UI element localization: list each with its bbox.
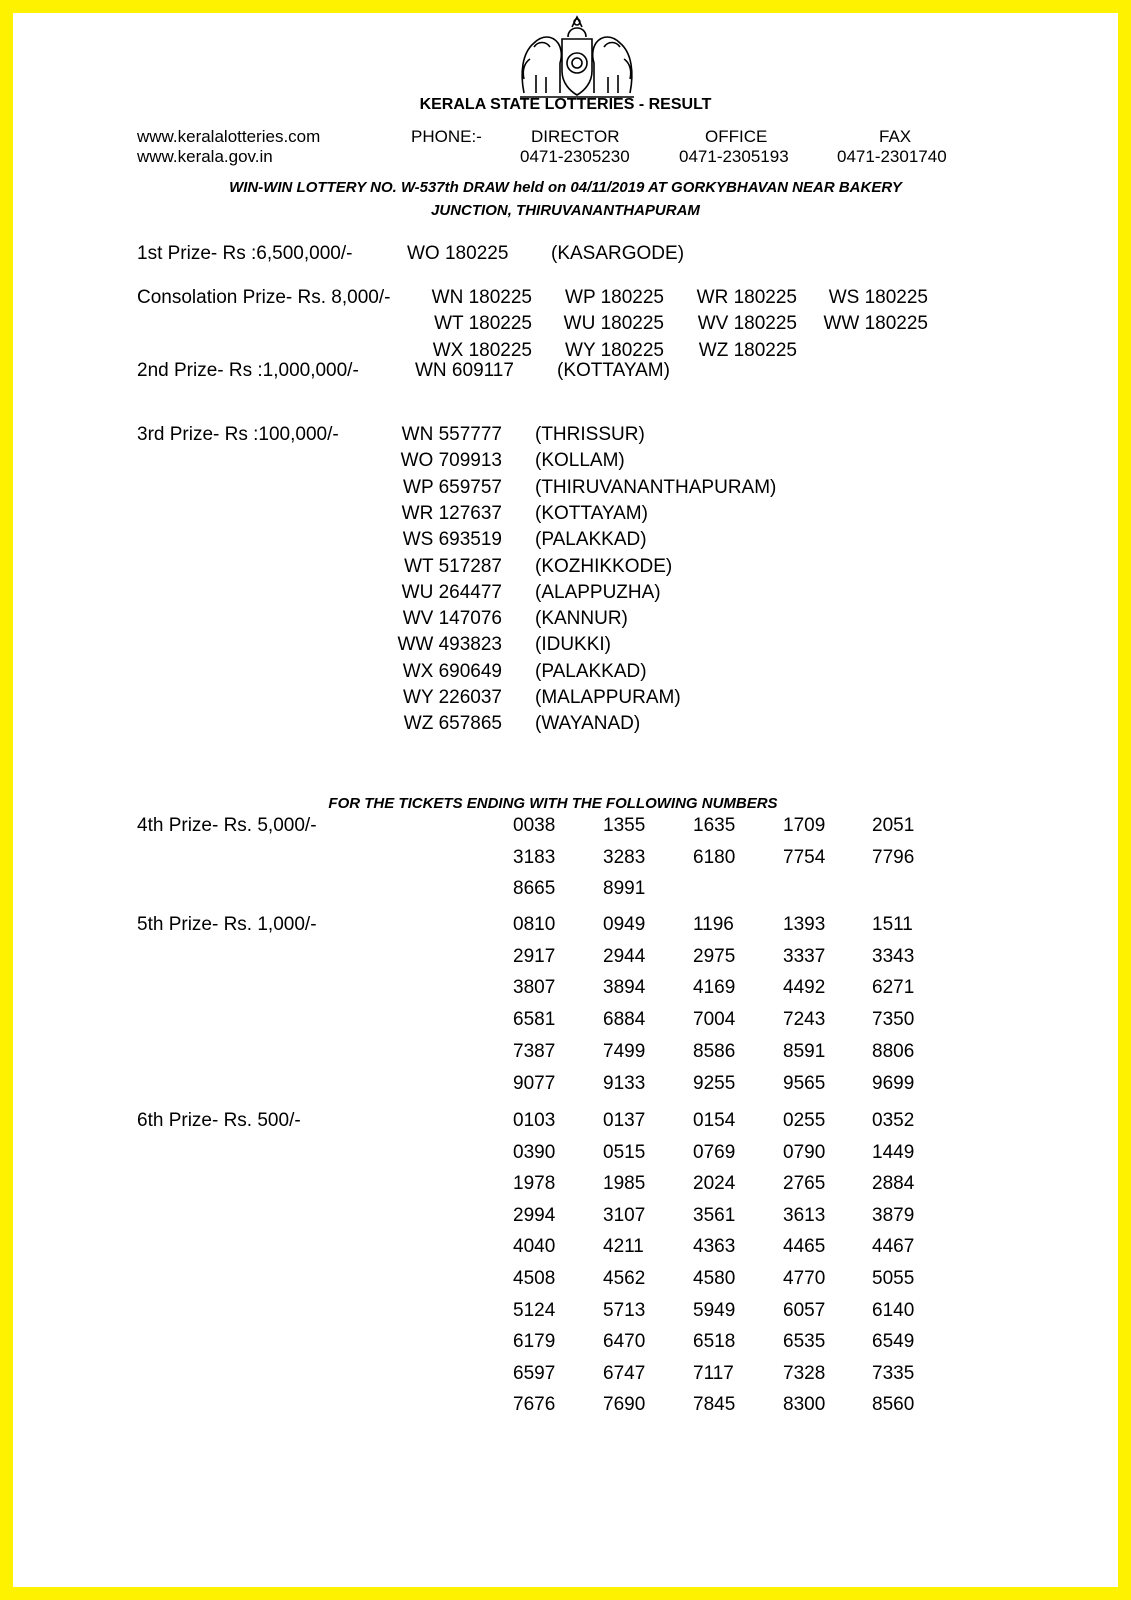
fourth-prize-number: 7796 — [872, 846, 915, 868]
fifth-prize-number: 1196 — [693, 914, 734, 935]
third-prize-place: (IDUKKI) — [535, 634, 611, 656]
fifth-prize-number: 3807 — [513, 977, 556, 999]
consolation-prize-label: Consolation Prize- Rs. 8,000/- — [137, 287, 391, 308]
fourth-prize-number: 1709 — [783, 815, 826, 836]
sixth-prize-number: 5124 — [513, 1299, 556, 1321]
fifth-prize-number: 4169 — [693, 977, 736, 999]
sixth-prize-number: 5949 — [693, 1299, 736, 1321]
sixth-prize-number: 4580 — [693, 1268, 736, 1289]
fifth-prize-number: 4492 — [783, 977, 826, 999]
sixth-prize-number: 6549 — [872, 1331, 915, 1353]
fifth-prize-number: 2944 — [603, 945, 646, 967]
sixth-prize-number: 3107 — [603, 1204, 646, 1226]
fifth-prize-number: 7350 — [872, 1009, 915, 1031]
sixth-prize-number: 1449 — [872, 1141, 915, 1163]
third-prize-place: (MALAPPURAM) — [535, 687, 681, 708]
sixth-prize-number: 0154 — [693, 1110, 736, 1131]
sixth-prize-number: 8300 — [783, 1394, 826, 1416]
director-phone: 0471-2305230 — [520, 147, 630, 166]
sixth-prize-number: 2884 — [872, 1173, 915, 1195]
sixth-prize-number: 0790 — [783, 1141, 826, 1163]
fourth-prize-number: 8665 — [513, 878, 556, 899]
fourth-prize-number: 7754 — [783, 846, 826, 868]
first-prize-ticket: WO 180225 — [407, 243, 509, 264]
sixth-prize-number: 3561 — [693, 1204, 736, 1226]
fifth-prize-number: 1511 — [872, 914, 913, 935]
sixth-prize-number: 5055 — [872, 1268, 915, 1289]
consolation-ticket: WU 180225 — [563, 313, 664, 334]
fifth-prize-number: 7004 — [693, 1009, 736, 1031]
fifth-prize-number: 7387 — [513, 1040, 556, 1062]
sixth-prize-number: 7676 — [513, 1394, 556, 1416]
consolation-ticket: WP 180225 — [565, 287, 664, 308]
sixth-prize-number: 2024 — [693, 1173, 736, 1195]
sixth-prize-number: 4211 — [603, 1236, 644, 1258]
third-prize-ticket: WZ 657865 — [403, 713, 502, 735]
fifth-prize-number: 9255 — [693, 1072, 736, 1094]
fifth-prize-number: 6884 — [603, 1009, 646, 1031]
fifth-prize-number: 2917 — [513, 945, 556, 967]
fourth-prize-number: 1355 — [603, 815, 646, 836]
sixth-prize-number: 6535 — [783, 1331, 826, 1353]
fifth-prize-number: 3894 — [603, 977, 646, 999]
fourth-prize-number: 0038 — [513, 815, 556, 836]
fifth-prize-number: 2975 — [693, 945, 736, 967]
sixth-prize-number: 0769 — [693, 1141, 736, 1163]
fifth-prize-number: 7243 — [783, 1009, 826, 1031]
third-prize-place: (PALAKKAD) — [535, 660, 647, 682]
third-prize-ticket: WU 264477 — [401, 581, 502, 603]
sixth-prize-number: 6470 — [603, 1331, 646, 1353]
office-phone: 0471-2305193 — [679, 147, 789, 166]
sixth-prize-number: 0352 — [872, 1110, 915, 1131]
sixth-prize-label: 6th Prize- Rs. 500/- — [137, 1110, 301, 1131]
consolation-ticket: WZ 180225 — [698, 340, 797, 361]
sixth-prize-number: 4508 — [513, 1268, 556, 1289]
website-link-1[interactable]: www.keralalotteries.com — [137, 127, 321, 146]
third-prize-ticket: WT 517287 — [404, 555, 502, 577]
fifth-prize-number: 0810 — [513, 914, 556, 935]
consolation-ticket: WW 180225 — [823, 313, 928, 334]
sixth-prize-number: 4562 — [603, 1268, 646, 1289]
third-prize-ticket: WW 493823 — [397, 634, 502, 656]
sixth-prize-number: 7117 — [693, 1362, 734, 1384]
third-prize-place: (KOLLAM) — [535, 450, 625, 472]
sixth-prize-number: 4770 — [783, 1268, 826, 1289]
sixth-prize-number: 6179 — [513, 1331, 556, 1353]
fifth-prize-number: 3337 — [783, 945, 826, 967]
sixth-prize-number: 1978 — [513, 1173, 556, 1195]
first-prize-place: (KASARGODE) — [551, 243, 685, 264]
third-prize-ticket: WS 693519 — [402, 529, 502, 551]
fifth-prize-number: 9699 — [872, 1072, 915, 1094]
fax-label: FAX — [879, 127, 912, 146]
draw-info-line-1: WIN-WIN LOTTERY NO. W-537th DRAW held on 04/11/2019 AT GORKYBHAVAN NEAR BAKERY — [229, 179, 902, 196]
phone-label: PHONE:- — [411, 127, 482, 146]
sixth-prize-number: 3879 — [872, 1204, 915, 1226]
consolation-ticket: WX 180225 — [432, 340, 532, 361]
sixth-prize-number: 0103 — [513, 1110, 556, 1131]
consolation-ticket: WS 180225 — [828, 287, 928, 308]
third-prize-ticket: WV 147076 — [402, 608, 502, 630]
sixth-prize-number: 6747 — [603, 1362, 646, 1384]
page-title: KERALA STATE LOTTERIES - RESULT — [419, 96, 712, 113]
third-prize-place: (THRISSUR) — [535, 424, 645, 445]
sixth-prize-number: 1985 — [603, 1173, 646, 1195]
sixth-prize-number: 2994 — [513, 1204, 556, 1226]
second-prize-ticket: WN 609117 — [415, 360, 514, 381]
sixth-prize-number: 0255 — [783, 1110, 826, 1131]
fourth-prize-number: 6180 — [693, 846, 736, 868]
draw-info-line-2: JUNCTION, THIRUVANANTHAPURAM — [431, 202, 700, 219]
sixth-prize-number: 3613 — [783, 1204, 826, 1226]
consolation-ticket: WT 180225 — [434, 313, 532, 334]
office-label: OFFICE — [705, 127, 768, 146]
fifth-prize-number: 8591 — [783, 1040, 826, 1062]
third-prize-ticket: WO 709913 — [400, 450, 502, 472]
sixth-prize-number: 2765 — [783, 1173, 826, 1195]
fourth-prize-number: 3183 — [513, 846, 556, 868]
fifth-prize-number: 9565 — [783, 1072, 826, 1094]
sixth-prize-number: 0515 — [603, 1141, 646, 1163]
fifth-prize-number: 3343 — [872, 945, 915, 967]
sixth-prize-number: 0137 — [603, 1110, 646, 1131]
third-prize-ticket: WY 226037 — [403, 687, 502, 708]
fifth-prize-number: 6271 — [872, 977, 915, 999]
sixth-prize-number: 5713 — [603, 1299, 646, 1321]
fifth-prize-number: 1393 — [783, 914, 826, 935]
fourth-prize-number: 3283 — [603, 846, 646, 868]
consolation-ticket: WR 180225 — [696, 287, 797, 308]
first-prize-label: 1st Prize- Rs :6,500,000/- — [137, 243, 353, 264]
fifth-prize-number: 8806 — [872, 1040, 915, 1062]
third-prize-ticket: WN 557777 — [401, 424, 502, 445]
consolation-ticket: WY 180225 — [565, 340, 664, 361]
third-prize-place: (KOTTAYAM) — [535, 502, 648, 524]
sixth-prize-number: 6140 — [872, 1299, 915, 1321]
fifth-prize-number: 8586 — [693, 1040, 736, 1062]
sixth-prize-number: 6518 — [693, 1331, 736, 1353]
ending-numbers-note: FOR THE TICKETS ENDING WITH THE FOLLOWING NUMBERS — [328, 795, 778, 812]
sixth-prize-number: 7845 — [693, 1394, 736, 1416]
fifth-prize-number: 6581 — [513, 1009, 556, 1031]
sixth-prize-number: 4040 — [513, 1236, 556, 1258]
website-link-2[interactable]: www.kerala.gov.in — [137, 147, 273, 166]
fifth-prize-number: 7499 — [603, 1040, 646, 1062]
second-prize-place: (KOTTAYAM) — [557, 360, 670, 381]
fourth-prize-number: 1635 — [693, 815, 736, 836]
third-prize-place: (ALAPPUZHA) — [535, 581, 661, 603]
fax-number: 0471-2301740 — [837, 147, 947, 166]
kerala-emblem-icon — [516, 13, 638, 101]
third-prize-label: 3rd Prize- Rs :100,000/- — [137, 424, 339, 445]
second-prize-label: 2nd Prize- Rs :1,000,000/- — [137, 360, 359, 381]
sixth-prize-number: 4363 — [693, 1236, 736, 1258]
sixth-prize-number: 6597 — [513, 1362, 556, 1384]
fourth-prize-number: 2051 — [872, 815, 915, 836]
sixth-prize-number: 7328 — [783, 1362, 826, 1384]
sixth-prize-number: 6057 — [783, 1299, 826, 1321]
consolation-ticket: WN 180225 — [431, 287, 532, 308]
sixth-prize-number: 8560 — [872, 1394, 915, 1416]
third-prize-ticket: WP 659757 — [403, 476, 502, 498]
director-label: DIRECTOR — [531, 127, 620, 146]
sixth-prize-number: 4465 — [783, 1236, 826, 1258]
sixth-prize-number: 7690 — [603, 1394, 646, 1416]
third-prize-place: (KANNUR) — [535, 608, 628, 630]
fifth-prize-number: 0949 — [603, 914, 646, 935]
fifth-prize-label: 5th Prize- Rs. 1,000/- — [137, 914, 317, 935]
fourth-prize-number: 8991 — [603, 878, 646, 899]
consolation-ticket: WV 180225 — [697, 313, 797, 334]
fifth-prize-number: 9077 — [513, 1072, 556, 1094]
third-prize-place: (PALAKKAD) — [535, 529, 647, 551]
result-sheet — [13, 13, 1118, 1587]
fifth-prize-number: 9133 — [603, 1072, 646, 1094]
third-prize-place: (WAYANAD) — [535, 713, 641, 735]
sixth-prize-number: 0390 — [513, 1141, 556, 1163]
third-prize-ticket: WR 127637 — [401, 502, 502, 524]
sixth-prize-number: 4467 — [872, 1236, 915, 1258]
third-prize-place: (KOZHIKKODE) — [535, 555, 673, 577]
third-prize-place: (THIRUVANANTHAPURAM) — [535, 476, 777, 498]
sixth-prize-number: 7335 — [872, 1362, 915, 1384]
third-prize-ticket: WX 690649 — [402, 660, 502, 682]
fourth-prize-label: 4th Prize- Rs. 5,000/- — [137, 815, 317, 836]
